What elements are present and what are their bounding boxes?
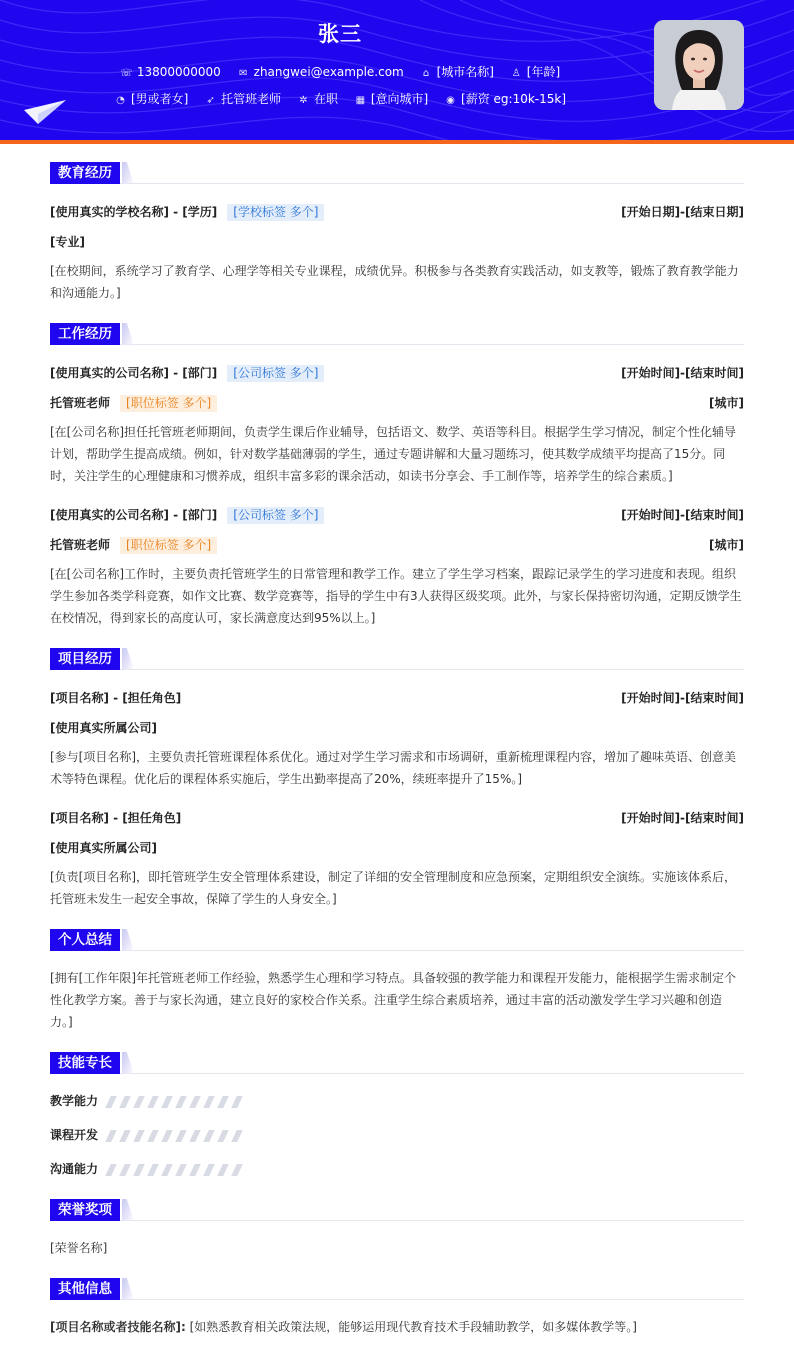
skill-level-segment: [189, 1096, 201, 1108]
skill-name: 课程开发: [50, 1128, 99, 1142]
skill-level-segment: [119, 1096, 131, 1108]
position-name: 托管班老师: [50, 538, 111, 552]
skill-item: [50, 1160, 98, 1178]
education-heading: [50, 162, 744, 184]
skill-level-segment: [133, 1130, 145, 1142]
honors-section: [50, 1199, 744, 1259]
school-name: [使用真实的学校名称] - [学历]: [50, 205, 218, 219]
education-title: 教育经历: [50, 162, 120, 184]
target-city-info: [354, 90, 428, 107]
salary-info: [444, 90, 566, 107]
skill-level-segment: [231, 1130, 243, 1142]
project-section: [50, 648, 744, 918]
salary-icon: ◉: [446, 95, 455, 106]
project-description: [负责[项目名称]，即托管班学生安全管理体系建设，制定了详细的安全管理制度和应急预案，定期组织安全演练。实施该体系后，托管班未发生一起安全事故，保障了学生的人身安全。]: [50, 870, 737, 906]
contact-row-1: [0, 63, 680, 80]
skill-level-segment: [119, 1130, 131, 1142]
education-school-row: [50, 203, 744, 221]
education-date: [开始日期]-[结束日期]: [621, 205, 744, 219]
company-name: [使用真实的公司名称] - [部门]: [50, 366, 218, 380]
candidate-name: 张三: [318, 22, 362, 46]
company-tag: [公司标签 多个]: [227, 365, 324, 382]
mail-icon: ✉: [238, 68, 248, 79]
skill-level-segment: [189, 1164, 201, 1176]
skill-level-segment: [203, 1164, 215, 1176]
email-text: zhangwei@example.com: [253, 65, 404, 79]
project-company-row: [50, 839, 744, 857]
education-description: [在校期间，系统学习了教育学、心理学等相关专业课程，成绩优异。积极参与各类教育实践活动，如支教等，锻炼了教育教学能力和沟通能力。]: [50, 264, 739, 300]
contact-row-2: [0, 90, 680, 107]
skill-level-segment: [175, 1096, 187, 1108]
major: [专业]: [50, 235, 85, 249]
education-major-row: [50, 233, 744, 251]
skill-level-segment: [231, 1164, 243, 1176]
other-heading: [50, 1278, 744, 1300]
work-description: [在[公司名称]工作时，主要负责托管班学生的日常管理和教学工作。建立了学生学习档案，跟踪记录学生的学习进度和表现。组织学生参加各类学科竞赛，如作文比赛、数学竞赛等，指导的学生中有3人获得区级奖项。此外，与家长保持密切沟通，定期反馈学生在校情况，得到家长的高度认可，家长满意度达到95%以上。]: [50, 567, 742, 625]
resume-header: [0, 0, 794, 140]
status-text: 在职: [314, 92, 339, 106]
skills-title: 技能专长: [50, 1052, 120, 1074]
city-text: [城市名称]: [436, 65, 494, 79]
skill-name: 沟通能力: [50, 1162, 99, 1176]
other-info-line: [50, 1316, 744, 1338]
project-name: [项目名称] - [担任角色]: [50, 811, 182, 825]
skill-level-segment: [175, 1130, 187, 1142]
summary-section: [50, 929, 744, 1039]
phone-info: [120, 65, 221, 79]
send-icon: ➶: [206, 95, 215, 106]
other-title-tail: [122, 1278, 134, 1300]
skill-level-segment: [161, 1096, 173, 1108]
company-name: [使用真实的公司名称] - [部门]: [50, 508, 218, 522]
company-tag: [公司标签 多个]: [227, 507, 324, 524]
position-tag: [职位标签 多个]: [120, 537, 217, 554]
honors-heading: [50, 1199, 744, 1221]
skill-name: 教学能力: [50, 1094, 99, 1108]
honors-title-tail: [122, 1199, 134, 1221]
gender-text: [男或者女]: [130, 92, 189, 106]
summary-title-tail: [122, 929, 134, 951]
school-tag: [学校标签 多个]: [227, 204, 324, 221]
work-city: [城市]: [709, 538, 744, 552]
status-icon: ✲: [299, 95, 308, 106]
skills-section: [50, 1052, 744, 1182]
summary-title: 个人总结: [50, 929, 120, 951]
summary-heading: [50, 929, 744, 951]
project-company: [使用真实所属公司]: [50, 721, 157, 735]
gender-icon: ◔: [116, 95, 125, 106]
project-date: [开始时间]-[结束时间]: [621, 691, 744, 705]
age-icon: ♙: [511, 68, 521, 79]
job-info: [204, 90, 281, 107]
skill-level-segment: [203, 1130, 215, 1142]
skill-level-segment: [105, 1130, 117, 1142]
phone-icon: ☏: [120, 68, 133, 79]
honor-name: [荣誉名称]: [50, 1241, 108, 1255]
project-heading: [50, 648, 744, 670]
job-text: 托管班老师: [221, 92, 282, 106]
skill-level-segment: [147, 1164, 159, 1176]
age-text: [年龄]: [526, 65, 561, 79]
work-date: [开始时间]-[结束时间]: [621, 366, 744, 380]
work-heading: [50, 323, 744, 345]
skill-level-segment: [133, 1164, 145, 1176]
other-section: [50, 1278, 744, 1338]
skill-level-segment: [147, 1130, 159, 1142]
skill-level-segment: [119, 1164, 131, 1176]
skill-level-segment: [217, 1164, 229, 1176]
status-info: [297, 90, 338, 107]
position-tag: [职位标签 多个]: [120, 395, 217, 412]
skills-heading: [50, 1052, 744, 1074]
skill-level-segment: [161, 1164, 173, 1176]
project-company: [使用真实所属公司]: [50, 841, 157, 855]
work-position-row: [50, 536, 744, 554]
header-accent-stripe: [0, 140, 794, 144]
skill-level-segment: [147, 1096, 159, 1108]
work-city: [城市]: [709, 396, 744, 410]
other-info-label: [项目名称或者技能名称]:: [50, 1320, 186, 1334]
work-title: 工作经历: [50, 323, 120, 345]
work-company-row: [50, 364, 744, 382]
position-name: 托管班老师: [50, 396, 111, 410]
work-title-tail: [122, 323, 134, 345]
project-name-row: [50, 809, 744, 827]
email-info: [237, 65, 404, 79]
skill-level-segment: [217, 1130, 229, 1142]
phone-text: 13800000000: [136, 65, 221, 79]
honors-title: 荣誉奖项: [50, 1199, 120, 1221]
other-info-text: [如熟悉教育相关政策法规，能够运用现代教育技术手段辅助教学，如多媒体教学等。]: [189, 1320, 637, 1334]
summary-text: [拥有[工作年限]年托管班老师工作经验，熟悉学生心理和学习特点。具备较强的教学能力和课程开发能力，能根据学生需求制定个性化教学方案。善于与家长沟通，建立良好的家校合作关系。注重学生综合素质培养，通过丰富的活动激发学生学习兴趣和创造力。]: [50, 971, 737, 1029]
project-date: [开始时间]-[结束时间]: [621, 811, 744, 825]
skills-title-tail: [122, 1052, 134, 1074]
skill-level-segment: [217, 1096, 229, 1108]
project-name: [项目名称] - [担任角色]: [50, 691, 182, 705]
project-title-tail: [122, 648, 134, 670]
age-info: [510, 63, 560, 80]
skill-level-segment: [133, 1096, 145, 1108]
other-title: 其他信息: [50, 1278, 120, 1300]
skill-level-segment: [161, 1130, 173, 1142]
avatar: [654, 20, 744, 110]
skill-level-segment: [231, 1096, 243, 1108]
skill-level-segment: [105, 1096, 117, 1108]
skill-level-segment: [189, 1130, 201, 1142]
education-section: [50, 162, 744, 312]
work-company-row: [50, 506, 744, 524]
skill-level-segment: [175, 1164, 187, 1176]
city-info: [420, 63, 494, 80]
skill-level-segment: [203, 1096, 215, 1108]
project-company-row: [50, 719, 744, 737]
work-position-row: [50, 394, 744, 412]
avatar-portrait-icon: [654, 20, 744, 110]
gender-info: [114, 90, 188, 107]
work-description: [在[公司名称]担任托管班老师期间，负责学生课后作业辅导，包括语文、数学、英语等科目。根据学生学习情况，制定个性化辅导计划，帮助学生提高成绩。例如，针对数学基础薄弱的学生，通过专题讲解和大量习题练习，使其数学成绩平均提高了15分。同时，关注学生的心理健康和习惯养成，组织丰富多彩的课余活动，如读书分享会、手工制作等，培养学生的综合素质。]: [50, 425, 737, 483]
skill-level-segment: [105, 1164, 117, 1176]
target-city-text: [意向城市]: [370, 92, 429, 106]
paper-plane-icon: [24, 100, 66, 124]
skill-item: [50, 1092, 98, 1110]
home-icon: ⌂: [422, 68, 430, 79]
work-date: [开始时间]-[结束时间]: [621, 508, 744, 522]
work-section: [50, 323, 744, 633]
project-description: [参与[项目名称]，主要负责托管班课程体系优化。通过对学生学习需求和市场调研，重新梳理课程内容，增加了趣味英语、创意美术等特色课程。优化后的课程体系实施后，学生出勤率提高了20%，续班率提升了15%。]: [50, 750, 737, 786]
project-name-row: [50, 689, 744, 707]
education-title-tail: [122, 162, 134, 184]
project-title: 项目经历: [50, 648, 120, 670]
salary-text: [薪资 eg:10k-15k]: [461, 92, 567, 106]
skill-item: [50, 1126, 98, 1144]
building-icon: ▦: [355, 95, 366, 106]
